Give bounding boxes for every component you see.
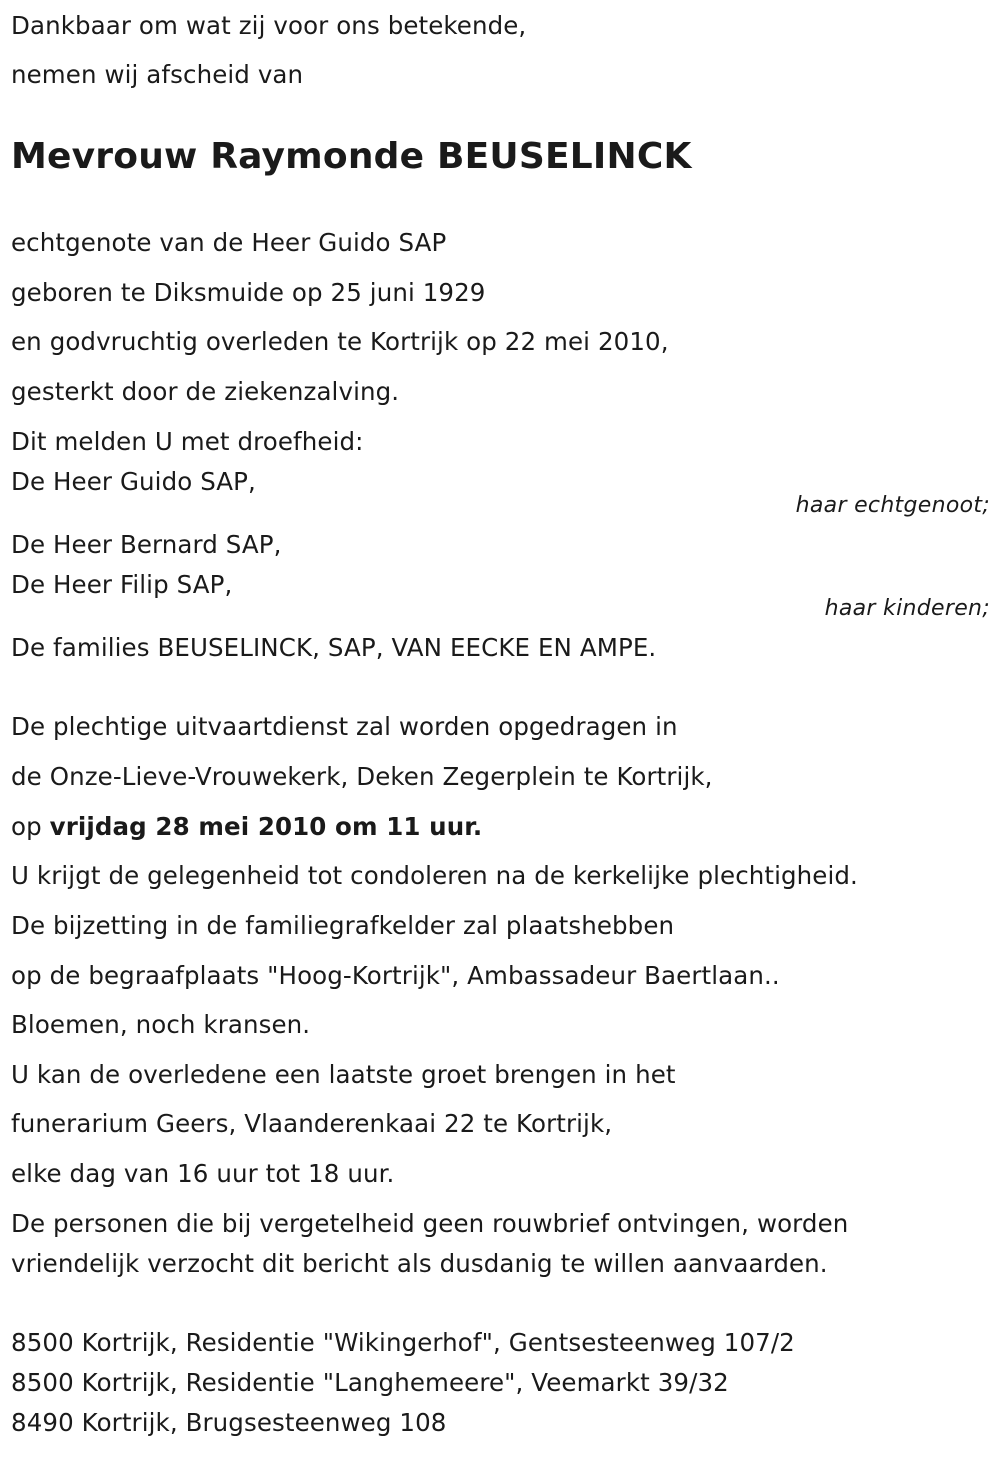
relation-spouse: haar echtgenoot; bbox=[795, 493, 990, 518]
notice-line-2: vriendelijk verzocht dit bericht als dusdanig te willen aanvaarden. bbox=[11, 1249, 828, 1278]
service-line-2: de Onze-Lieve-Vrouwekerk, Deken Zegerplein te Kortrijk, bbox=[11, 762, 713, 791]
intro-line-2: nemen wij afscheid van bbox=[11, 60, 304, 89]
notice-line-1: De personen die bij vergetelheid geen rouwbrief ontvingen, worden bbox=[11, 1209, 849, 1238]
burial-line-1: De bijzetting in de familiegrafkelder zal plaatshebben bbox=[11, 911, 675, 940]
mourner-families: De families BEUSELINCK, SAP, VAN EECKE EN AMPE. bbox=[11, 633, 657, 662]
service-date-prefix: op bbox=[11, 812, 50, 841]
service-date bbox=[11, 812, 482, 842]
bio-spouse-line: echtgenote van de Heer Guido SAP bbox=[11, 228, 447, 257]
address-3: 8490 Kortrijk, Brugsesteenweg 108 bbox=[11, 1408, 447, 1437]
service-date-bold: vrijdag 28 mei 2010 om 11 uur. bbox=[49, 812, 483, 841]
visit-line-1: U kan de overledene een laatste groet brengen in het bbox=[11, 1060, 676, 1089]
visit-line-2: funerarium Geers, Vlaanderenkaai 22 te Kortrijk, bbox=[11, 1109, 613, 1138]
visit-line-3: elke dag van 16 uur tot 18 uur. bbox=[11, 1159, 395, 1188]
mourner-child-1: De Heer Bernard SAP, bbox=[11, 530, 282, 559]
intro-line-1: Dankbaar om wat zij voor ons betekende, bbox=[11, 11, 527, 40]
mourner-spouse: De Heer Guido SAP, bbox=[11, 467, 256, 496]
address-1: 8500 Kortrijk, Residentie "Wikingerhof", Gentsesteenweg 107/2 bbox=[11, 1328, 795, 1357]
address-2: 8500 Kortrijk, Residentie "Langhemeere", Veemarkt 39/32 bbox=[11, 1368, 729, 1397]
burial-line-2: op de begraafplaats "Hoog-Kortrijk", Ambassadeur Baertlaan.. bbox=[11, 961, 780, 990]
deceased-name: Mevrouw Raymonde BEUSELINCK bbox=[11, 136, 692, 177]
bio-death-line: en godvruchtig overleden te Kortrijk op 22 mei 2010, bbox=[11, 327, 669, 356]
service-line-1: De plechtige uitvaartdienst zal worden opgedragen in bbox=[11, 712, 678, 741]
relation-children: haar kinderen; bbox=[824, 596, 990, 621]
mourners-intro: Dit melden U met droefheid: bbox=[11, 427, 364, 456]
mourner-child-2: De Heer Filip SAP, bbox=[11, 570, 233, 599]
condolences-line: U krijgt de gelegenheid tot condoleren na de kerkelijke plechtigheid. bbox=[11, 861, 858, 890]
bio-birth-line: geboren te Diksmuide op 25 juni 1929 bbox=[11, 278, 486, 307]
bio-sacrament-line: gesterkt door de ziekenzalving. bbox=[11, 377, 400, 406]
flowers-line: Bloemen, noch kransen. bbox=[11, 1010, 311, 1039]
